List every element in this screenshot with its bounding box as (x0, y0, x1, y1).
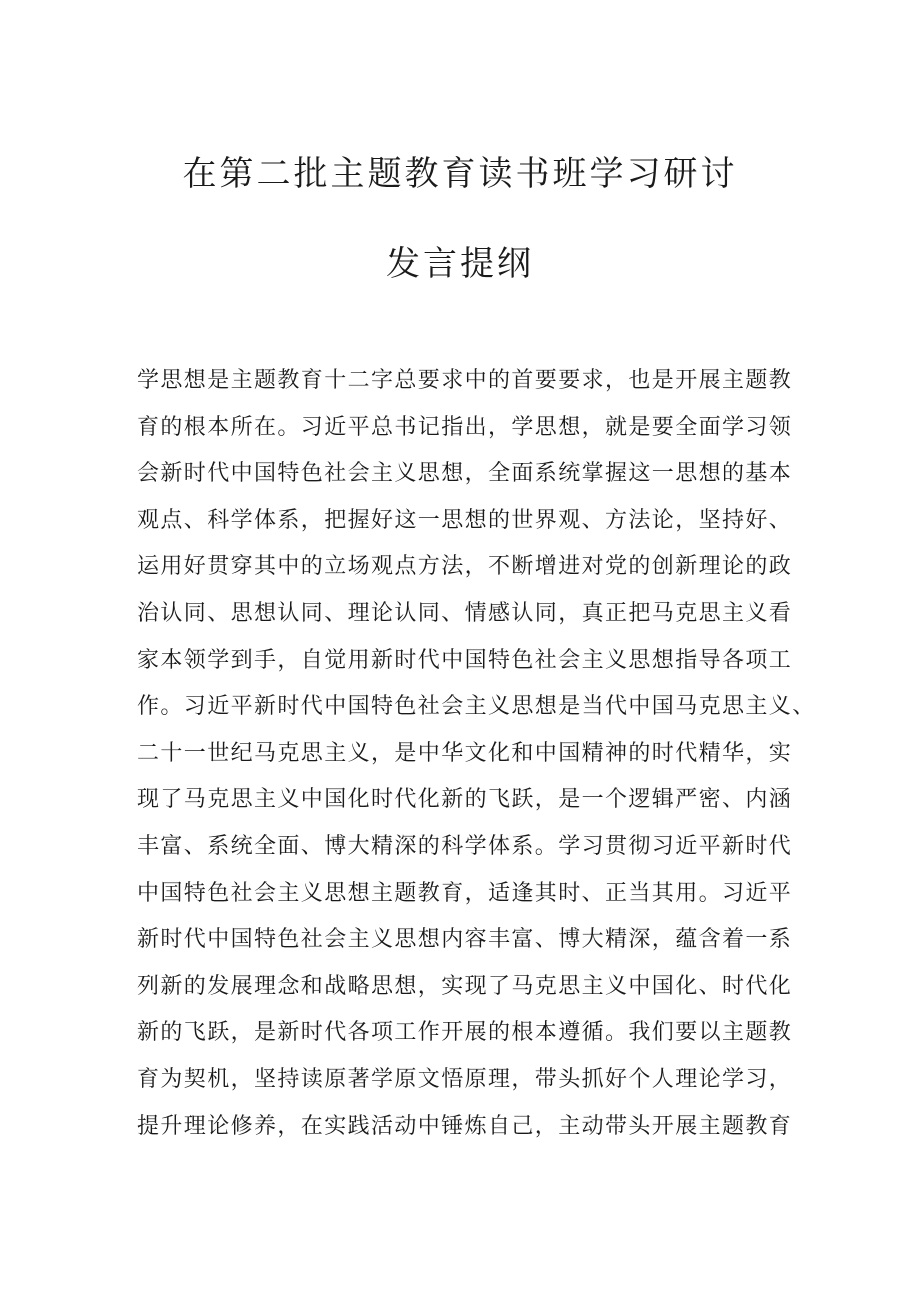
body-line: 提升理论修养，在实践活动中锤炼自己，主动带头开展主题教育 (137, 1113, 793, 1139)
body-line: 新的飞跃，是新时代各项工作开展的根本遵循。我们要以主题教 (137, 1020, 793, 1046)
body-line: 作。习近平新时代中国特色社会主义思想是当代中国马克思主义、 (137, 694, 816, 720)
body-line: 观点、科学体系，把握好这一思想的世界观、方法论，坚持好、 (137, 507, 793, 533)
body-line: 现了马克思主义中国化时代化新的飞跃，是一个逻辑严密、内涵 (137, 787, 793, 813)
document-title-line-1: 在第二批主题教育读书班学习研讨 (182, 154, 738, 194)
body-line: 丰富、系统全面、博大精深的科学体系。学习贯彻习近平新时代 (137, 833, 793, 859)
body-line: 中国特色社会主义思想主题教育，适逢其时、正当其用。习近平 (137, 880, 793, 906)
body-line: 运用好贯穿其中的立场观点方法，不断增进对党的创新理论的政 (137, 554, 793, 580)
body-line: 会新时代中国特色社会主义思想，全面系统掌握这一思想的基本 (137, 461, 793, 487)
body-line: 育的根本所在。习近平总书记指出，学思想，就是要全面学习领 (137, 414, 793, 440)
body-line: 育为契机，坚持读原著学原文悟原理，带头抓好个人理论学习， (137, 1066, 793, 1092)
body-line: 学思想是主题教育十二字总要求中的首要要求，也是开展主题教 (137, 368, 793, 393)
body-line: 新时代中国特色社会主义思想内容丰富、博大精深，蕴含着一系 (137, 927, 793, 953)
document-title-line-2: 发言提纲 (386, 244, 534, 284)
body-line: 治认同、思想认同、理论认同、情感认同，真正把马克思主义看 (137, 600, 793, 626)
body-line: 二十一世纪马克思主义，是中华文化和中国精神的时代精华，实 (137, 740, 793, 766)
body-line: 列新的发展理念和战略思想，实现了马克思主义中国化、时代化 (137, 973, 793, 999)
body-paragraph (137, 358, 816, 1150)
body-line: 家本领学到手，自觉用新时代中国特色社会主义思想指导各项工 (137, 647, 793, 673)
